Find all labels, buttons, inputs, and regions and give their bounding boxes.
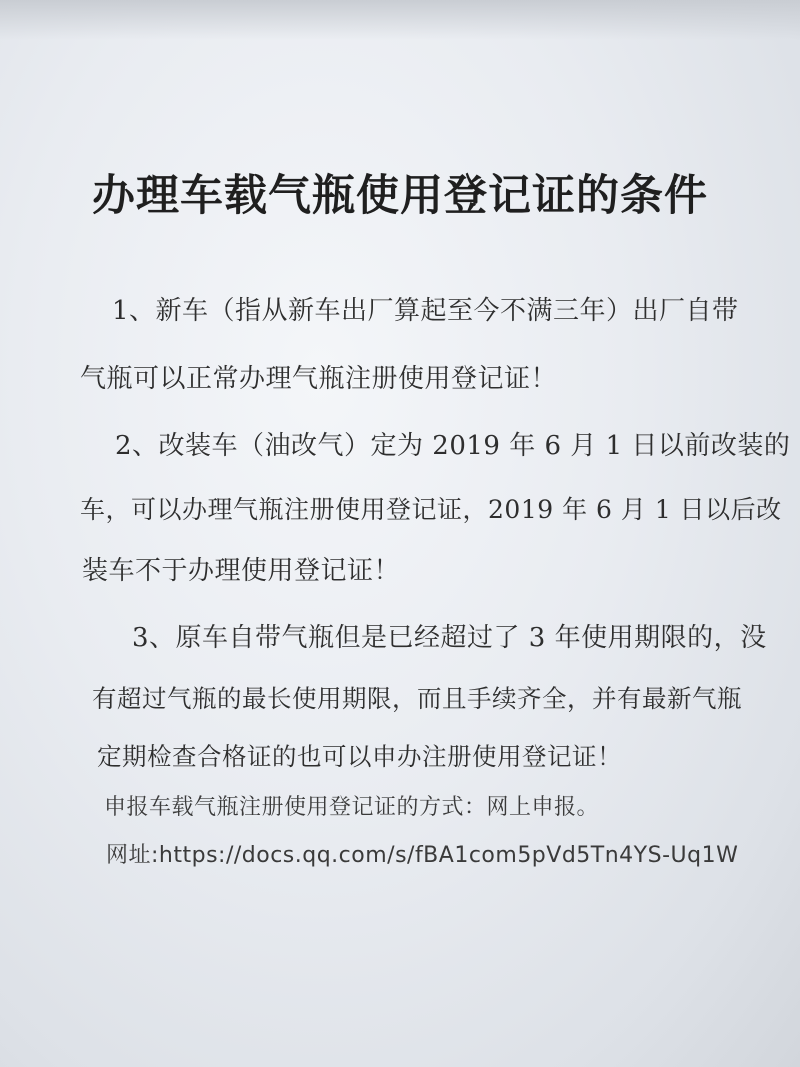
document-title: 办理车载气瓶使用登记证的条件 <box>92 171 708 221</box>
condition-1-line-1: 1、新车（指从新车出厂算起至今不满三年）出厂自带 <box>112 296 739 326</box>
condition-1-line-2: 气瓶可以正常办理气瓶注册使用登记证！ <box>80 364 558 394</box>
condition-3-line-1: 3、原车自带气瓶但是已经超过了 3 年使用期限的，没 <box>132 623 767 653</box>
condition-2-line-2: 车，可以办理气瓶注册使用登记证，2019 年 6 月 1 日以后改 <box>80 495 782 524</box>
condition-3-line-2: 有超过气瓶的最长使用期限，而且手续齐全，并有最新气瓶 <box>92 684 742 713</box>
application-method: 申报车载气瓶注册使用登记证的方式：网上申报。 <box>104 795 600 820</box>
condition-2-line-1: 2、改装车（油改气）定为 2019 年 6 月 1 日以前改装的 <box>115 431 791 461</box>
application-url: 网址:https://docs.qq.com/s/fBA1com5pVd5Tn4YS-Uq1W <box>106 843 739 868</box>
condition-2-line-3: 装车不于办理使用登记证！ <box>82 556 401 586</box>
condition-3-line-3: 定期检查合格证的也可以申办注册使用登记证！ <box>97 742 622 771</box>
